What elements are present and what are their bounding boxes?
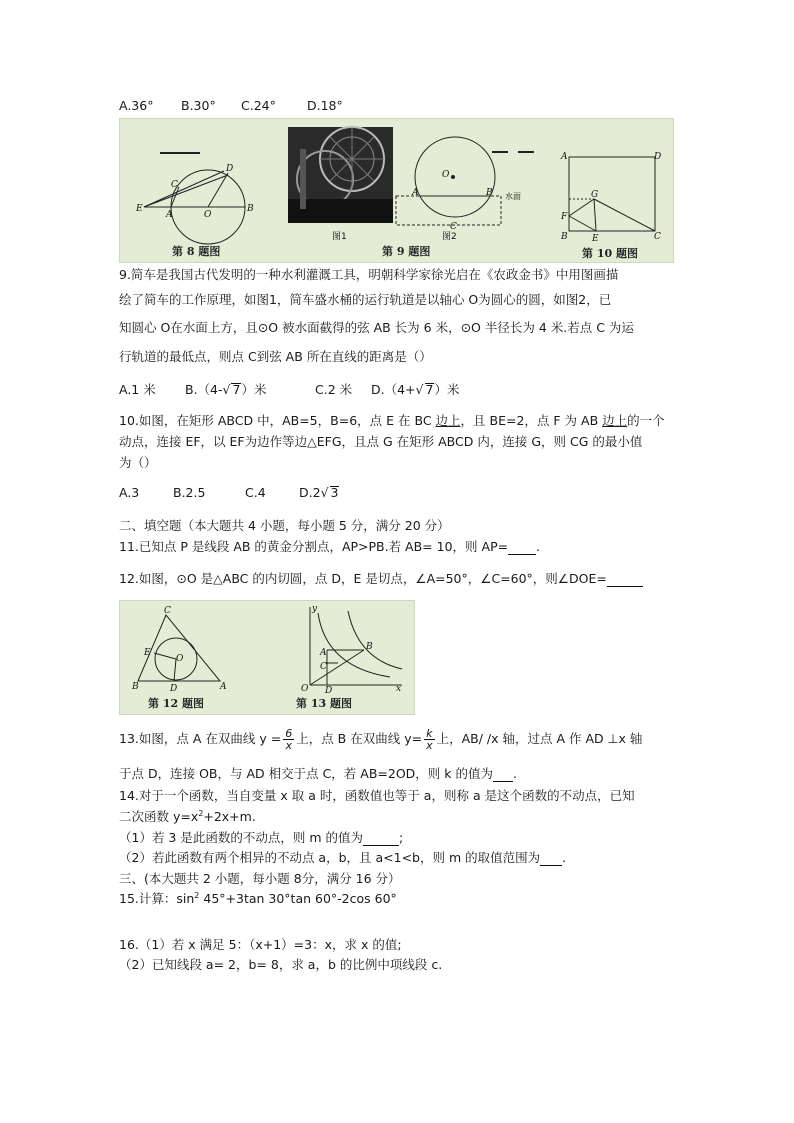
q8-label-d: D [226,164,234,174]
q12-label-a: A [220,682,227,692]
q14-line-4 [119,848,566,866]
q14-line-3 [119,828,403,846]
q8-label-b: B [247,204,254,214]
q12-label-o: O [176,654,184,664]
q13-figure [310,607,402,685]
q14-line-1: 14.对于一个函数，当自变量 x 取 a 时，函数值也等于 a，则称 a 是这个函数的不动点，已知 [119,788,635,803]
q13-fraction-1-num: 6 [285,727,293,740]
q10-line-1 [119,411,665,429]
q12-label-e: E [144,648,151,658]
q9-water-label: 水面 [505,192,521,201]
q15-pre: 15.计算：sin [119,891,195,906]
q9-option-b-post: ）米 [241,382,267,397]
q13-line-1 [119,722,642,756]
section-2-title: 二、填空题（本大题共 4 小题，每小题 5 分，满分 20 分） [119,518,450,533]
q10-line-1-pre: 10.如图，在矩形 ABCD 中，AB=5，B=6，点 E 在 BC [119,413,436,428]
q9-option-b-pre: B.（4- [185,382,223,397]
q8-options [119,98,343,113]
figure-strip-top-svg [120,119,673,262]
q9-option-d: D.（4+√ 7）米 [371,382,460,397]
figure-strip-mid [119,600,415,715]
q10-option-d: D.2√ 3 [299,485,339,500]
q15-sup: 2 [194,890,200,900]
q14-line-2 [119,807,256,825]
q10-line-1-mid: ，且 BE=2，点 F 为 AB [460,413,603,428]
q9-line-1: 9.简车是我国古代发明的一种水利灌溉工具，明朝科学家徐光启在《农政金书》中用图画描 [119,267,619,282]
q13-fraction-1-den: x [285,739,292,752]
q9-label-c: C [450,222,457,232]
q14-line-2-pre: 二次函数 y=x [119,809,199,824]
q12-text [119,569,643,587]
q9-line-2: 绘了简车的工作原理，如图1，简车盛水桶的运行轨道是以轴心 O为圆心的圆，如图2，已 [119,292,612,307]
q8-label-c: C [171,180,178,190]
q8-label-a: A [166,210,173,220]
q9-option-d-radicand: 7 [425,382,434,397]
figure-strip-top [119,118,674,263]
q10-label-c: C [654,232,661,242]
q9-option-d-post: ）米 [434,382,460,397]
q8-option-a: A.36° [119,98,154,113]
q13-mid: 上，点 B 在双曲线 y= [296,731,423,746]
q9-line-3: 知圆心 O在水面上方，且⊙O 被水面截得的弦 AB 长为 6 米，⊙O 半径长为 4 米.若点 C 为运 [119,320,634,335]
q10-line-1-underline-2: 边上 [602,413,628,428]
q8-label-o: O [204,210,212,220]
q13-label-y: y [312,604,318,614]
q13-blank [493,766,513,782]
q13-label-b: B [366,642,373,652]
q13-post: 上，AB/ /x 轴，过点 A 作 AD ⊥x 轴 [436,731,643,746]
q14-line-4-end: . [562,850,567,865]
q9-option-a: A.1 米 [119,382,156,397]
q9-fig2-label: 图2 [442,232,457,242]
q10-line-2: 动点，连接 EF，以 EF为边作等边△EFG，且点 G 在矩形 ABCD 内，连接 G，则 CG 的最小值 [119,434,643,449]
q10-option-c: C.4 [245,485,266,500]
q13-fraction-2 [424,728,435,751]
q10-line-1-underline-1: 边上 [435,413,461,428]
q10-caption: 第 10 题图 [582,247,638,260]
q14-line-3-end: ; [398,830,404,845]
q9-label-a: A [412,188,419,198]
q9-line-4: 行轨道的最低点，则点 C到弦 AB 所在直线的距离是（） [119,349,432,364]
q10-line-3: 为（） [119,455,157,470]
q11-blank [508,539,536,555]
q10-label-b: B [561,232,568,242]
q12-caption: 第 12 题图 [148,697,204,710]
q10-option-d-radicand: 3 [330,485,339,500]
q8-option-c: C.24° [241,98,276,113]
q8-caption: 第 8 题图 [172,245,221,258]
q12-blank [607,571,643,587]
q10-option-b: B.2.5 [173,485,206,500]
q15-post: 45°+3tan 30°tan 60°-2cos 60° [199,891,397,906]
q13-line-2-text: 于点 D，连接 OB，与 AD 相交于点 C，若 AB=2OD，则 k 的值为 [119,766,493,781]
q9-fig1-label: 图1 [332,232,347,242]
q16-line-1: 16.（1）若 x 满足 5：（x+1）=3：x，求 x 的值; [119,937,402,952]
q12-label-d: D [170,684,178,694]
q14-line-2-post: +2x+m. [203,809,256,824]
q16-line-2: （2）已知线段 a= 2，b= 8，求 a，b 的比例中项线段 c. [119,957,443,972]
q11-text: 11.已知点 P 是线段 AB 的黄金分割点，AP>PB.若 AB= 10，则 AP= . [119,539,541,554]
q10-option-d-pre: D.2 [299,485,321,500]
q12-text-body: 12.如图，⊙O 是△ABC 的内切圆，点 D，E 是切点，∠A=50°，∠C=60°，则∠DOE= [119,571,607,586]
q9-option-c: C.2 米 [315,382,353,397]
q9-label-b: B [486,188,493,198]
q13-label-a: A [320,648,327,658]
q14-blank-2 [540,850,562,866]
q13-line-2: 于点 D，连接 OB，与 AD 相交于点 C，若 AB=2OD，则 k 的值为 . [119,766,517,781]
section-3-title: 三、(本大题共 2 小题，每小题 8分，满分 16 分） [119,871,401,886]
q9-label-o: O [442,170,450,180]
q13-pre: 13.如图，点 A 在双曲线 y = [119,731,282,746]
q9-option-d-pre: D.（4+ [371,382,416,397]
q14-line-4-text: （2）若此函数有两个相异的不动点 a，b，且 a<1<b，则 m 的取值范围为 [119,850,541,865]
q9-options [119,380,459,398]
q10-label-g: G [591,190,599,200]
q10-options [119,485,339,500]
q9-diagram [396,137,534,225]
q13-fraction-2-num: k [424,728,435,740]
q8-option-d: D.18° [307,98,343,113]
q12-label-b: B [132,682,139,692]
q10-label-f: F [561,212,568,222]
q10-label-e: E [592,234,599,244]
q13-label-x: x [396,684,402,694]
q8-label-e: E [136,204,143,214]
q10-option-a: A.3 [119,485,140,500]
q13-caption: 第 13 题图 [296,697,352,710]
q13-label-d: D [325,686,333,696]
q9-option-b-radicand: 7 [232,382,241,397]
q10-label-d: D [654,152,662,162]
q9-caption: 第 9 题图 [382,245,431,258]
q13-label-c: C [320,662,327,672]
q11-text-body: 11.已知点 P 是线段 AB 的黄金分割点，AP>PB.若 AB= 10，则 AP= [119,539,509,554]
q10-line-1-post: 的一个 [627,413,665,428]
q10-label-a: A [561,152,568,162]
q13-fraction-2-den: x [426,739,433,752]
q8-option-b: B.30° [181,98,216,113]
q15-text [119,889,397,907]
q13-fraction-1 [283,728,294,751]
q14-line-3-text: （1）若 3 是此函数的不动点，则 m 的值为 [119,830,363,845]
figure-strip-mid-svg [120,601,414,714]
q14-blank-1 [363,830,399,846]
q9-option-b: B.（4-√ 7）米 [185,382,267,397]
q10-figure [569,157,655,231]
q12-label-c: C [164,606,171,616]
q13-label-o: O [301,684,309,694]
q9-photo [288,127,393,223]
q14-line-2-sup: 2 [198,808,204,818]
